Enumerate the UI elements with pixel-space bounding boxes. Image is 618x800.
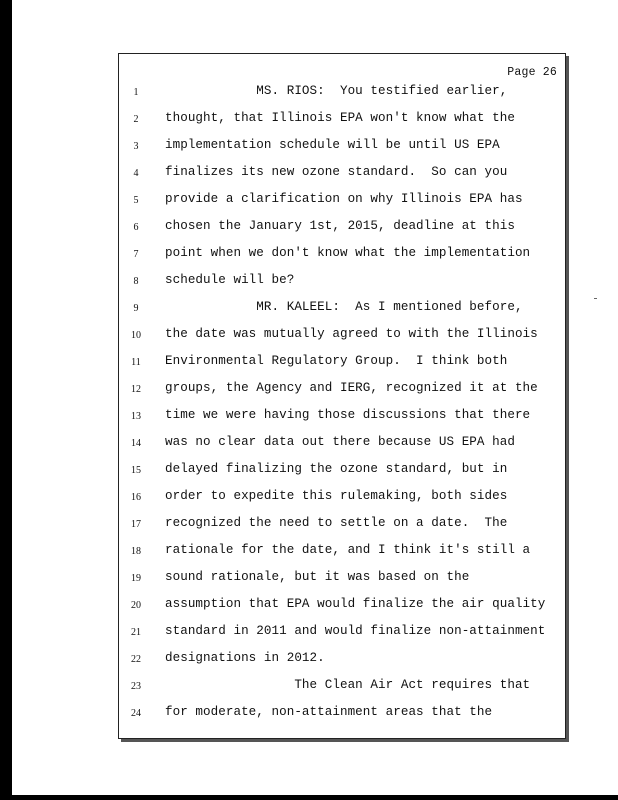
transcript-line (119, 242, 565, 269)
line-text: groups, the Agency and IERG, recognized it at the (165, 381, 538, 395)
transcript-line (119, 323, 565, 350)
line-number: 15 (131, 465, 141, 476)
line-text: provide a clarification on why Illinois EPA has (165, 192, 523, 206)
transcript-line (119, 377, 565, 404)
line-number: 10 (131, 330, 141, 341)
transcript-line (119, 458, 565, 485)
line-text: delayed finalizing the ozone standard, but in (165, 462, 508, 476)
line-number: 24 (131, 708, 141, 719)
line-text: order to expedite this rulemaking, both sides (165, 489, 508, 503)
line-number: 20 (131, 600, 141, 611)
transcript-line (119, 620, 565, 647)
line-text: implementation schedule will be until US EPA (165, 138, 500, 152)
line-number: 12 (131, 384, 141, 395)
line-text: assumption that EPA would finalize the air quality (165, 597, 546, 611)
line-number: 7 (133, 249, 139, 260)
transcript-line (119, 485, 565, 512)
transcript-line (119, 350, 565, 377)
line-number: 1 (133, 87, 139, 98)
line-number: 22 (131, 654, 141, 665)
line-number: 4 (133, 168, 139, 179)
transcript-lines (119, 80, 565, 728)
line-text: thought, that Illinois EPA won't know what the (165, 111, 515, 125)
line-text: designations in 2012. (165, 651, 325, 665)
scan-left-edge (0, 0, 12, 800)
line-text: time we were having those discussions that there (165, 408, 531, 422)
line-text: standard in 2011 and would finalize non-attainment (165, 624, 546, 638)
transcript-line (119, 539, 565, 566)
line-text: for moderate, non-attainment areas that the (165, 705, 493, 719)
line-number: 18 (131, 546, 141, 557)
transcript-line (119, 647, 565, 674)
transcript-line (119, 269, 565, 296)
line-number: 8 (133, 276, 139, 287)
line-text: was no clear data out there because US EPA had (165, 435, 515, 449)
line-text: recognized the need to settle on a date. The (165, 516, 508, 530)
line-text: MR. KALEEL: As I mentioned before, (165, 300, 523, 314)
transcript-line (119, 431, 565, 458)
transcript-line (119, 566, 565, 593)
line-number: 21 (131, 627, 141, 638)
scan-bottom-edge (0, 795, 618, 800)
transcript-line (119, 134, 565, 161)
line-text: schedule will be? (165, 273, 295, 287)
line-text: finalizes its new ozone standard. So can you (165, 165, 508, 179)
line-number: 11 (131, 357, 141, 368)
line-text: the date was mutually agreed to with the Illinois (165, 327, 538, 341)
transcript-line (119, 215, 565, 242)
line-text: point when we don't know what the implementation (165, 246, 531, 260)
transcript-line (119, 161, 565, 188)
line-number: 16 (131, 492, 141, 503)
line-text: MS. RIOS: You testified earlier, (165, 84, 508, 98)
line-number: 3 (133, 141, 139, 152)
line-number: 2 (133, 114, 139, 125)
transcript-line (119, 512, 565, 539)
transcript-line (119, 296, 565, 323)
transcript-line (119, 674, 565, 701)
line-text: Environmental Regulatory Group. I think both (165, 354, 508, 368)
line-number: 19 (131, 573, 141, 584)
line-number: 5 (133, 195, 139, 206)
transcript-line (119, 593, 565, 620)
transcript-line (119, 404, 565, 431)
line-number: 17 (131, 519, 141, 530)
line-number: 23 (131, 681, 141, 692)
transcript-line (119, 701, 565, 728)
line-text: rationale for the date, and I think it's still a (165, 543, 531, 557)
line-number: 6 (133, 222, 139, 233)
transcript-page (118, 53, 566, 739)
line-number: 13 (131, 411, 141, 422)
line-number: 14 (131, 438, 141, 449)
line-text: The Clean Air Act requires that (165, 678, 531, 692)
transcript-line (119, 107, 565, 134)
scan-speck (594, 298, 597, 299)
transcript-line (119, 188, 565, 215)
transcript-line (119, 80, 565, 107)
line-text: chosen the January 1st, 2015, deadline at this (165, 219, 515, 233)
line-text: sound rationale, but it was based on the (165, 570, 470, 584)
page-number: Page 26 (507, 66, 557, 79)
line-number: 9 (133, 303, 139, 314)
